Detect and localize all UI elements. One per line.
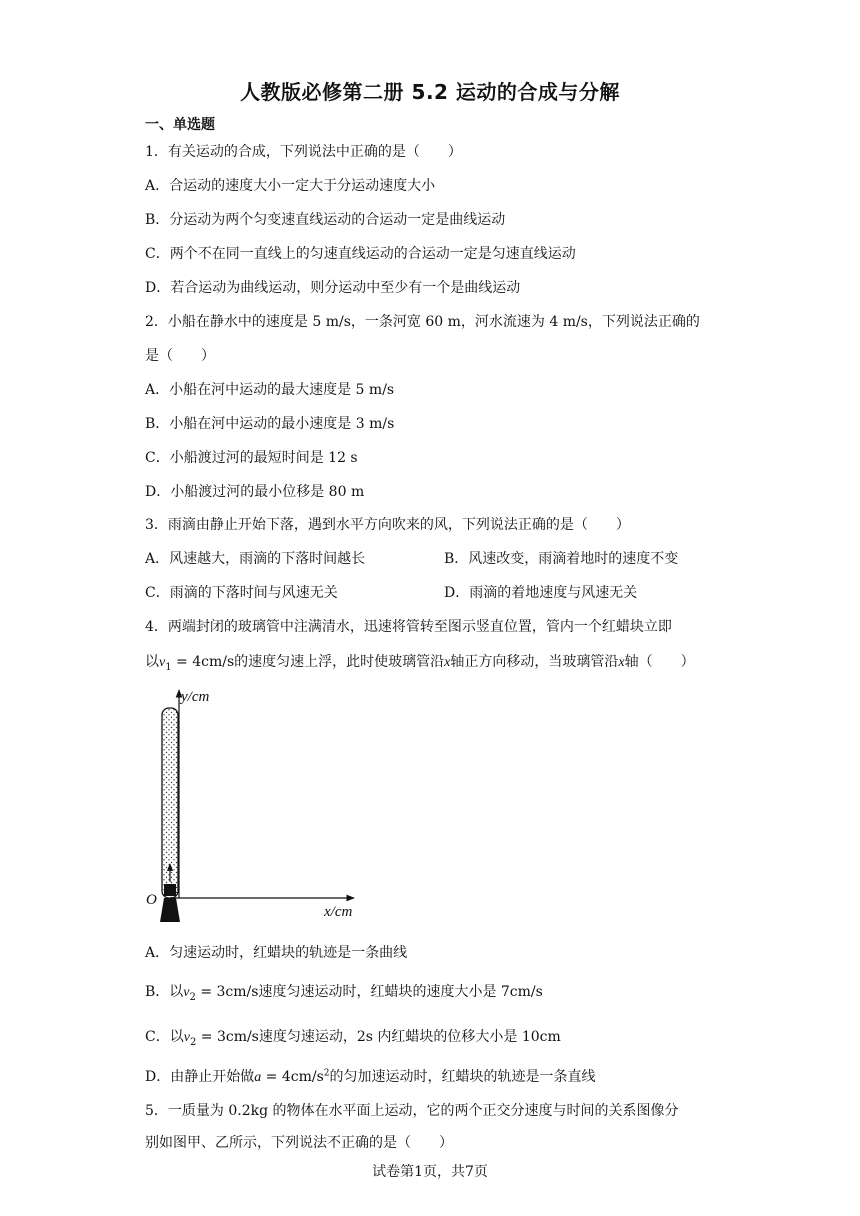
origin-label: O	[146, 892, 157, 908]
wax-block	[164, 884, 176, 896]
q4-stem-line2: 以$v_1 = 4cm/s$的速度匀速上浮，此时使玻璃管沿x轴正方向移动，当玻璃管沿x轴（ ）	[145, 654, 695, 673]
q2-stem-line2: 是（ ）	[145, 348, 215, 364]
q5-stem-line1: 5．一质量为 0.2kg 的物体在水平面上运动，它的两个正交分速度与时间的关系图像分	[145, 1103, 679, 1119]
tube-stopper	[160, 898, 180, 922]
q2-option-d: D．小船渡过河的最小位移是 80 m	[145, 484, 365, 500]
q2-option-c: C．小船渡过河的最短时间是 12 s	[145, 450, 358, 466]
page-title: 人教版必修第二册 5.2 运动的合成与分解	[240, 80, 620, 104]
page-footer: 试卷第1页，共7页	[372, 1164, 488, 1180]
q4-option-c: C．以$v_2 = 3cm/s$速度匀速运动，2s 内红蜡块的位移大小是 10cm	[145, 1029, 561, 1048]
q4-option-d: D．由静止开始做$a = 4cm/s^2$的匀加速运动时，红蜡块的轨迹是一条直线	[145, 1068, 596, 1085]
q3-option-a: A．风速越大，雨滴的下落时间越长	[145, 551, 366, 567]
q2-option-b: B．小船在河中运动的最小速度是 3 m/s	[145, 416, 395, 432]
q2-option-a: A．小船在河中运动的最大速度是 5 m/s	[145, 382, 395, 398]
q1-stem: 1．有关运动的合成，下列说法中正确的是（ ）	[145, 144, 462, 160]
q4-option-a: A．匀速运动时，红蜡块的轨迹是一条曲线	[145, 945, 408, 961]
q4-stem-line1: 4．两端封闭的玻璃管中注满清水，迅速将管转至图示竖直位置，管内一个红蜡块立即	[145, 619, 672, 635]
q1-option-d: D．若合运动为曲线运动，则分运动中至少有一个是曲线运动	[145, 280, 521, 296]
q3-stem: 3．雨滴由静止开始下落，遇到水平方向吹来的风，下列说法正确的是（ ）	[145, 517, 630, 533]
q5-stem-line2: 别如图甲、乙所示，下列说法不正确的是（ ）	[145, 1135, 453, 1151]
q2-stem-line1: 2．小船在静水中的速度是 5 m/s，一条河宽 60 m，河水流速为 4 m/s，下列说法正确的	[145, 314, 700, 330]
q3-option-c: C．雨滴的下落时间与风速无关	[145, 585, 338, 601]
q4-option-b: B．以$v_2 = 3cm/s$速度匀速运动时，红蜡块的速度大小是 7cm/s	[145, 984, 543, 1003]
section-heading: 一、单选题	[145, 117, 215, 133]
q1-option-b: B．分运动为两个匀变速直线运动的合运动一定是曲线运动	[145, 212, 506, 228]
q3-option-d: D．雨滴的着地速度与风速无关	[444, 585, 638, 601]
q1-option-a: A．合运动的速度大小一定大于分运动速度大小	[145, 178, 436, 194]
q1-option-c: C．两个不在同一直线上的匀速直线运动的合运动一定是匀速直线运动	[145, 246, 576, 262]
glass-tube-figure	[140, 686, 370, 926]
y-axis-label: y/cm	[181, 689, 210, 705]
q3-option-b: B．风速改变，雨滴着地时的速度不变	[444, 551, 679, 567]
x-axis-label: x/cm	[324, 904, 353, 920]
